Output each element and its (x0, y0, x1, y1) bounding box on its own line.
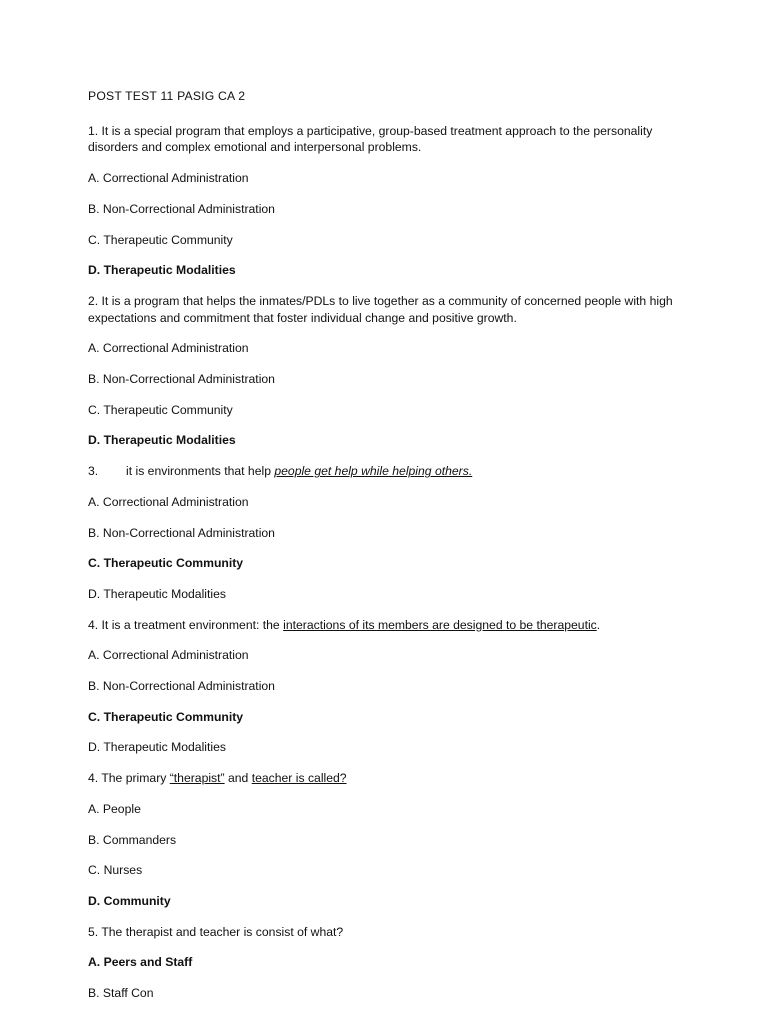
question-4b-mid: and (224, 771, 252, 786)
q1-option-d: D. Therapeutic Modalities (88, 263, 236, 278)
question-1: 1. It is a special program that employs a participative, group-based treatment approach to the personality disorders and complex emotional and interpersonal problems. (88, 123, 653, 155)
q1-option-b: B. Non-Correctional Administration (88, 201, 275, 216)
q4b-option-b: B. Commanders (88, 832, 177, 847)
question-2: 2. It is a program that helps the inmates/PDLs to live together as a community of concerned people with high expectations and commitment that foster individual change and positive growth. (88, 293, 673, 325)
question-3-lead: it is environments that help (126, 464, 275, 479)
question-4b-emphasis-2: teacher is called? (251, 771, 347, 786)
q3-option-b: B. Non-Correctional Administration (88, 525, 275, 540)
q2-option-c: C. Therapeutic Community (88, 402, 233, 417)
q3-option-d: D. Therapeutic Modalities (88, 586, 226, 601)
q4b-option-d: D. Community (88, 893, 171, 908)
question-3 (88, 463, 680, 480)
question-4 (88, 617, 680, 634)
q4-option-a: A. Correctional Administration (88, 648, 249, 663)
question-4-lead: 4. It is a treatment environment: the (88, 617, 284, 632)
q4b-option-c: C. Nurses (88, 863, 143, 878)
document-title: POST TEST 11 PASIG CA 2 (88, 89, 246, 103)
q3-option-a: A. Correctional Administration (88, 494, 249, 509)
q2-option-a: A. Correctional Administration (88, 341, 249, 356)
question-3-emphasis: people get help while helping others. (274, 464, 473, 479)
q4-option-b: B. Non-Correctional Administration (88, 679, 275, 694)
question-4-emphasis: interactions of its members are designed to be therapeutic (283, 617, 597, 632)
question-4b-emphasis-1: “therapist” (169, 771, 225, 786)
q2-option-d: D. Therapeutic Modalities (88, 433, 236, 448)
q3-option-c: C. Therapeutic Community (88, 556, 244, 571)
q4-option-c: C. Therapeutic Community (88, 709, 244, 724)
q4b-option-a: A. People (88, 801, 141, 816)
question-4b-lead: 4. The primary (88, 771, 170, 786)
q5-option-b: B. Staff Con (88, 986, 154, 1001)
q1-option-c: C. Therapeutic Community (88, 232, 233, 247)
question-4-tail: . (596, 617, 601, 632)
document-body (88, 88, 680, 1002)
question-4b (88, 770, 680, 787)
question-5: 5. The therapist and teacher is consist of what? (88, 924, 344, 939)
q2-option-b: B. Non-Correctional Administration (88, 372, 275, 387)
question-3-number: 3. (88, 464, 99, 479)
q4-option-d: D. Therapeutic Modalities (88, 740, 226, 755)
q1-option-a: A. Correctional Administration (88, 171, 249, 186)
q5-option-a: A. Peers and Staff (88, 955, 193, 970)
